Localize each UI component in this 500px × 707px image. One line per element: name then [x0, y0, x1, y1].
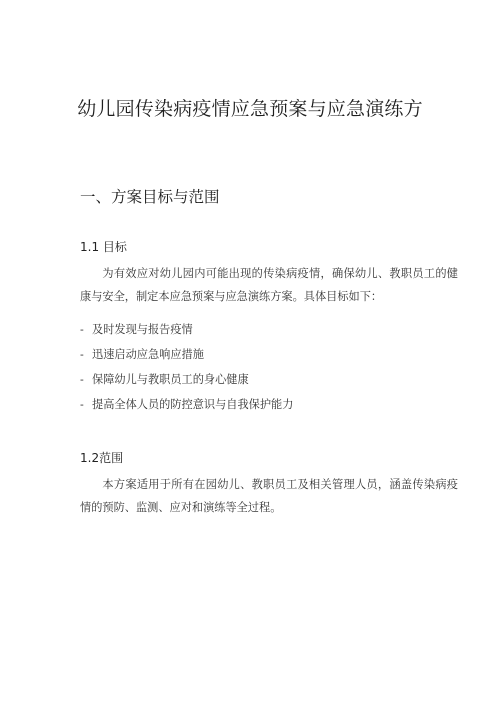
list-item: [80, 367, 293, 392]
subsection-heading-goals: 1.1 目标: [80, 240, 127, 254]
goals-paragraph: 为有效应对幼儿园内可能出现的传染病疫情，确保幼儿、教职员工的健康与安全，制定本应急预案与应急演练方案。具体目标如下：: [80, 267, 458, 303]
section-heading: 一、方案目标与范围: [80, 188, 220, 206]
list-marker: -: [80, 323, 84, 336]
list-marker: -: [80, 348, 84, 361]
document-title: 幼儿园传染病疫情应急预案与应急演练方: [77, 98, 423, 120]
list-item: [80, 342, 293, 367]
list-item: [80, 392, 293, 417]
list-item-text: 迅速启动应急响应措施: [92, 348, 204, 361]
list-item: [80, 317, 293, 342]
subsection-heading-scope: 1.2范围: [80, 451, 124, 465]
list-item-text: 及时发现与报告疫情: [92, 323, 193, 336]
list-item-text: 保障幼儿与教职员工的身心健康: [92, 373, 249, 386]
list-marker: -: [80, 373, 84, 386]
scope-paragraph: 本方案适用于所有在园幼儿、教职员工及相关管理人员，涵盖传染病疫情的预防、监测、应对和演练等全过程。: [80, 478, 458, 514]
goals-list: [80, 317, 293, 417]
list-item-text: 提高全体人员的防控意识与自我保护能力: [92, 398, 294, 411]
list-marker: -: [80, 398, 84, 411]
